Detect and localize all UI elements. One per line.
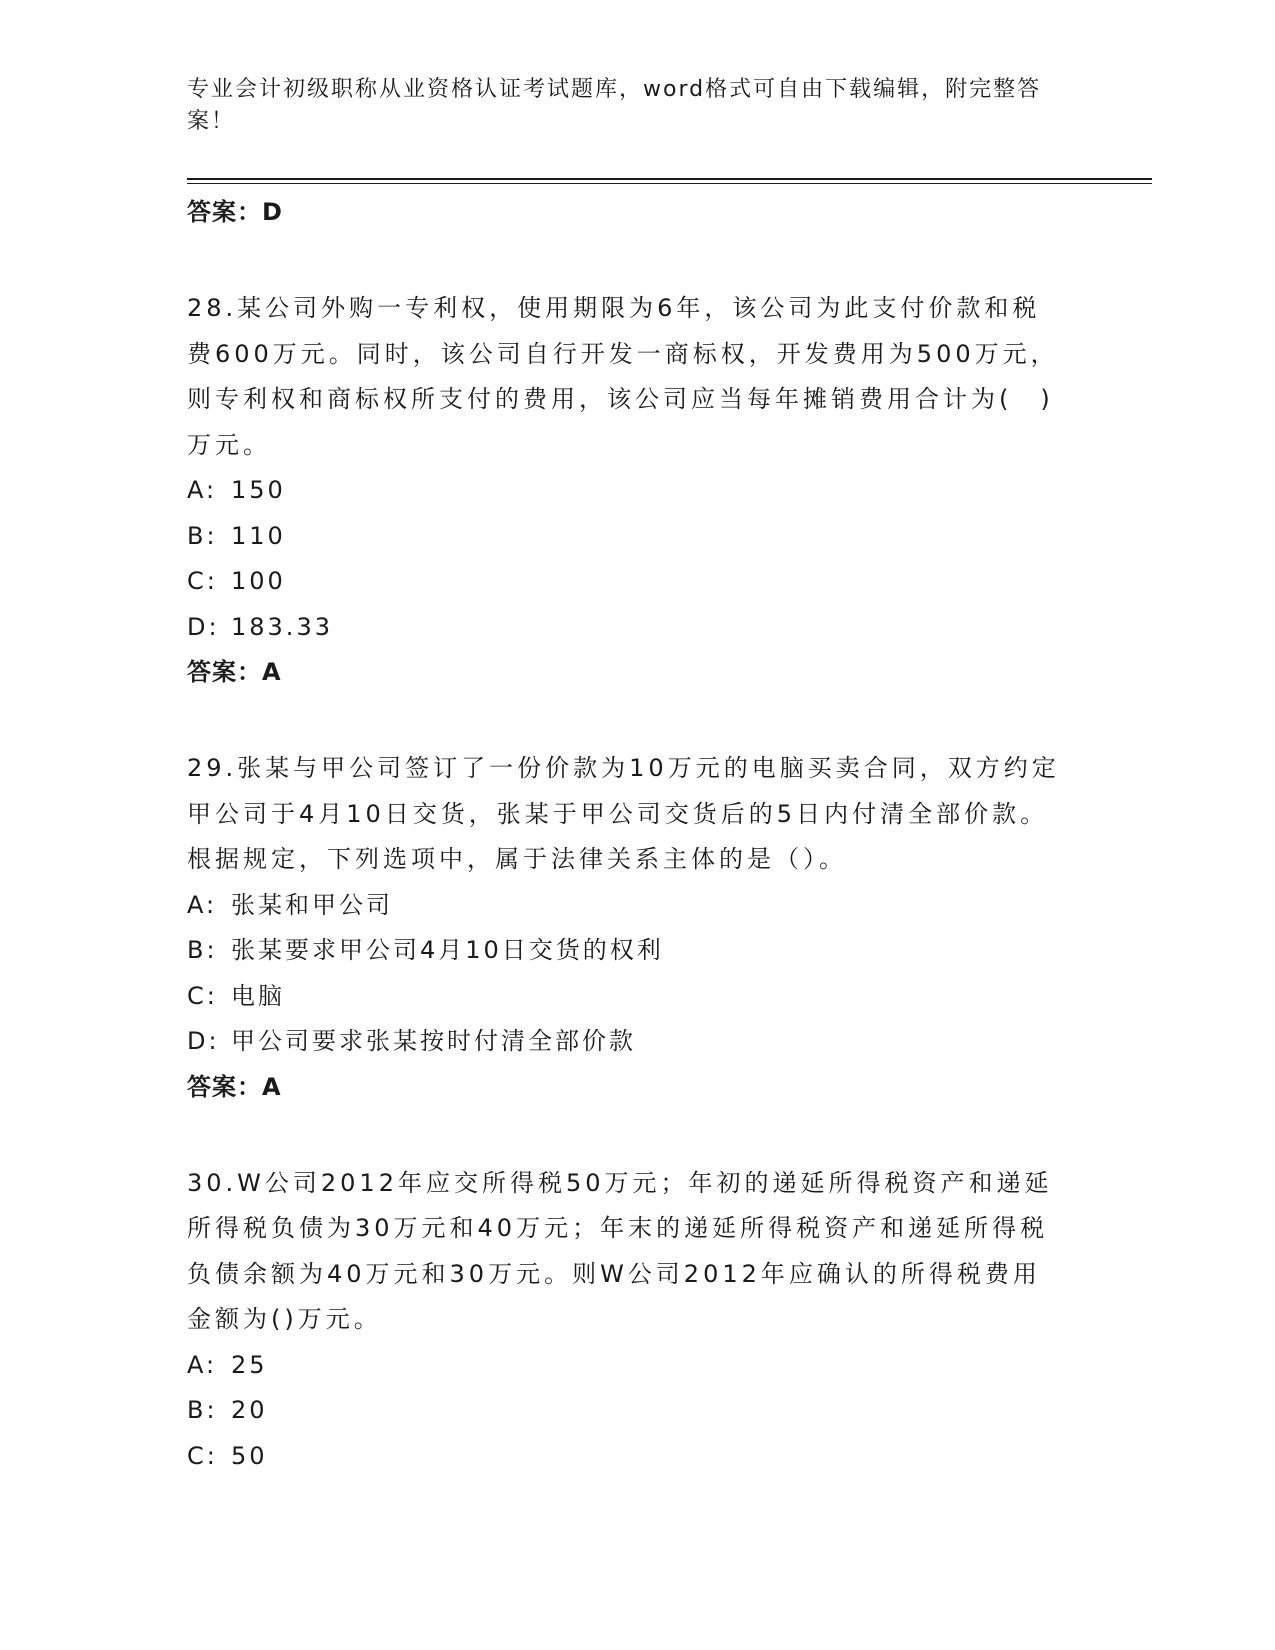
option-letter: D: [187,1027,220,1055]
page-header: 专业会计初级职称从业资格认证考试题库，word格式可自由下载编辑，附完整答案！ [187,77,1042,134]
option-text: 张某和甲公司 [231,890,393,919]
option-letter: A: [187,1350,218,1379]
option-b [187,514,1067,560]
option-a [187,1343,1067,1389]
option-text: 183.33 [231,612,333,641]
option-text: 电脑 [231,981,285,1010]
option-letter: B: [187,521,218,550]
option-b [187,1388,1067,1434]
header-divider-thick [187,178,1152,180]
question-stem: 30.W公司2012年应交所得税50万元；年初的递延所得税资产和递延所得税负债为30万元和40万元；年末的递延所得税资产和递延所得税负债余额为40万元和30万元。则W公司2012年应确认的所得税费用金额为()万元。 [187,1168,1053,1333]
option-text: 110 [231,521,286,550]
question-answer: 答案：A [187,658,282,686]
option-text: 25 [231,1350,268,1379]
question-answer: 答案：A [187,1072,282,1101]
question-stem: 29.张某与甲公司签订了一份价款为10万元的电脑买卖合同，双方约定甲公司于4月10日交货，张某于甲公司交货后的5日内付清全部价款。根据规定，下列选项中，属于法律关系主体的是（）。 [187,754,1060,873]
option-text: 张某要求甲公司4月10日交货的权利 [231,936,664,964]
option-c [187,1434,1067,1480]
option-text: 100 [231,567,286,595]
option-letter: B: [187,1396,218,1424]
option-text: 50 [231,1441,268,1470]
question-30 [187,1161,1067,1480]
option-c [187,559,1067,605]
option-letter: A: [187,476,218,504]
option-d [187,605,1067,651]
option-letter: D: [187,612,220,641]
option-letter: C: [187,981,218,1010]
previous-answer: 答案：D [187,198,283,226]
question-list [187,190,1067,1479]
option-letter: C: [187,1441,218,1470]
question-stem: 28.某公司外购一专利权，使用期限为6年，该公司为此支付价款和税费600万元。同时，该公司自行开发一商标权，开发费用为500万元，则专利权和商标权所支付的费用，该公司应当每年摊销费用合计为( )万元。 [187,294,1059,459]
header-divider-thin [187,183,1152,184]
option-text: 20 [231,1396,268,1424]
option-text: 甲公司要求张某按时付清全部价款 [231,1027,636,1055]
option-b [187,928,1067,974]
option-d [187,1019,1067,1065]
question-29 [187,746,1067,1109]
option-letter: A: [187,890,218,919]
option-letter: C: [187,567,218,595]
option-c [187,974,1067,1020]
option-text: 150 [231,476,286,504]
option-a [187,468,1067,514]
option-a [187,883,1067,929]
option-letter: B: [187,936,218,964]
question-28 [187,286,1067,694]
